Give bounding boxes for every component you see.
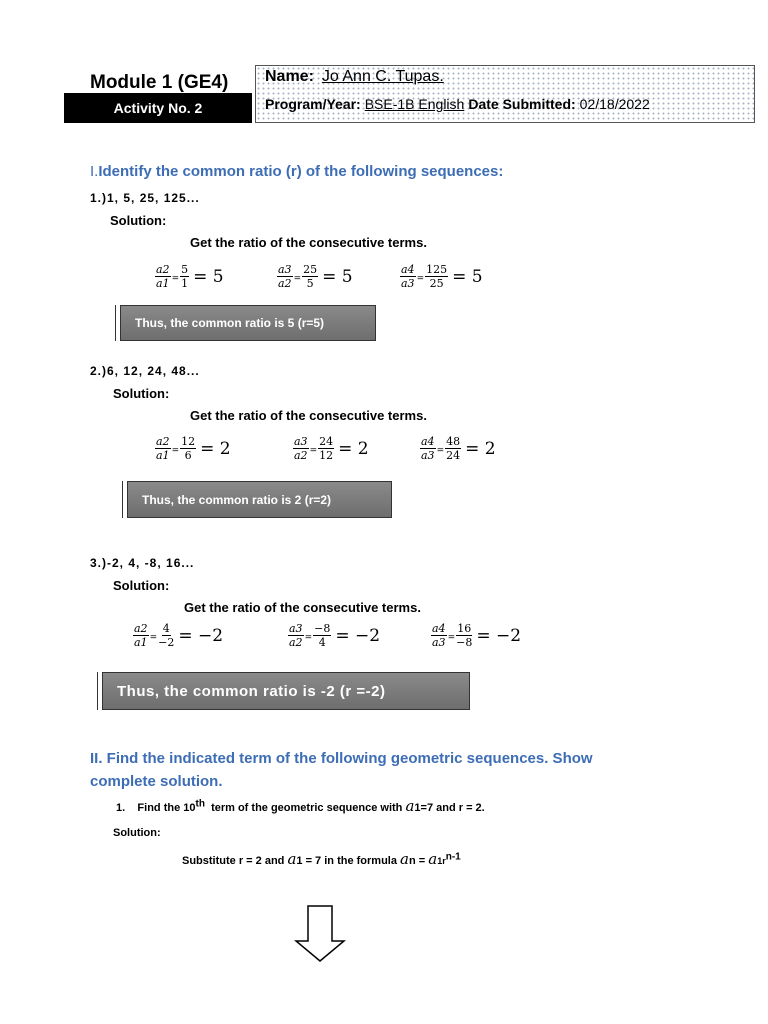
substitute-line xyxy=(182,850,461,868)
ratio-den: 4 xyxy=(318,636,326,649)
ratio-symbol-den: a3 xyxy=(401,277,415,290)
substitute-text-b: 1 = 7 in the formula xyxy=(296,855,397,867)
item2-ratio-a2-a1: $\frac{a2}{a1}$ = $\frac{12}{6}$ = 2 xyxy=(156,435,231,462)
ratio-den: −8 xyxy=(456,636,473,649)
an-symbol: a xyxy=(400,850,409,868)
item2-ratio-a4-a3: $\frac{a4}{a3}$ = $\frac{48}{24}$ = 2 xyxy=(421,435,496,462)
ratio-num: 12 xyxy=(181,435,196,448)
item3-ratio-a3-a2: $\frac{a3}{a2}$ = $\frac{-8}{4}$ = −2 xyxy=(289,622,381,649)
ratio-symbol-num: a2 xyxy=(134,622,148,635)
ratio-den: 5 xyxy=(306,277,314,290)
question-text-a: Find the 10 xyxy=(137,802,196,814)
question-text-b: term of the geometric sequence with xyxy=(211,802,403,814)
ratio-result: = 5 xyxy=(193,266,224,287)
item1-ratio-a4-a3: $\frac{a4}{a3}$ = $\frac{125}{25}$ = 5 xyxy=(401,263,483,290)
ratio-symbol-den: a2 xyxy=(278,277,292,290)
ratio-symbol-num: a4 xyxy=(421,435,435,448)
program-label: Program/Year: xyxy=(265,96,361,112)
item2-conclusion-box: Thus, the common ratio is 2 (r=2) xyxy=(127,481,392,518)
ratio-result: = 2 xyxy=(338,438,369,459)
ratio-num: 24 xyxy=(319,435,334,448)
item1-sequence: 1.)1, 5, 25, 125... xyxy=(90,191,200,205)
name-row xyxy=(265,68,448,86)
ratio-den: −2 xyxy=(158,636,175,649)
ratio-num: 25 xyxy=(303,263,318,276)
item1-ratio-a3-a2: $\frac{a3}{a2}$ = $\frac{25}{5}$ = 5 xyxy=(278,263,353,290)
formula-exponent: n-1 xyxy=(445,851,461,863)
question-number: 1. xyxy=(116,802,126,814)
substitute-text-d: 1r xyxy=(437,856,446,866)
ratio-symbol-den: a1 xyxy=(134,636,148,649)
ratio-num: 125 xyxy=(426,263,448,276)
name-label: Name: xyxy=(265,68,314,85)
ratio-den: 24 xyxy=(446,449,461,462)
ratio-symbol-num: a2 xyxy=(156,435,170,448)
substitute-text-c: n = xyxy=(408,855,426,867)
ratio-result: = 5 xyxy=(322,266,353,287)
ratio-den: 12 xyxy=(319,449,334,462)
part2-heading-line2: complete solution. xyxy=(90,773,223,790)
ratio-symbol-num: a3 xyxy=(278,263,292,276)
item1-instruction: Get the ratio of the consecutive terms. xyxy=(190,235,427,250)
ratio-symbol-den: a1 xyxy=(156,449,170,462)
ratio-symbol-num: a2 xyxy=(156,263,170,276)
part2-heading xyxy=(90,747,593,793)
item2-solution-label: Solution: xyxy=(113,386,170,401)
ratio-num: 16 xyxy=(457,622,472,635)
ratio-symbol-den: a3 xyxy=(432,636,446,649)
item3-instruction: Get the ratio of the consecutive terms. xyxy=(184,600,421,615)
ratio-symbol-den: a3 xyxy=(421,449,435,462)
ratio-symbol-num: a3 xyxy=(289,622,303,635)
program-value: BSE-1B English xyxy=(364,96,465,112)
ratio-den: 1 xyxy=(181,277,189,290)
a-symbol: a xyxy=(287,850,297,868)
item2-ratio-a3-a2: $\frac{a3}{a2}$ = $\frac{24}{12}$ = 2 xyxy=(294,435,369,462)
date-value: 02/18/2022 xyxy=(579,96,650,112)
item3-sequence: 3.)-2, 4, -8, 16... xyxy=(90,556,195,570)
substitute-text-a: Substitute r = 2 and xyxy=(182,855,285,867)
ratio-result: = −2 xyxy=(335,625,381,646)
name-value: Jo Ann C. Tupas. xyxy=(321,68,444,85)
item1-conclusion-box: Thus, the common ratio is 5 (r=5) xyxy=(120,305,376,341)
ratio-symbol-den: a2 xyxy=(294,449,308,462)
ratio-result: = −2 xyxy=(178,625,224,646)
item2-instruction: Get the ratio of the consecutive terms. xyxy=(190,408,427,423)
ratio-result: = 5 xyxy=(452,266,483,287)
ratio-num: 4 xyxy=(162,622,170,635)
item3-conclusion-box: Thus, the common ratio is -2 (r =-2) xyxy=(102,672,470,710)
module-title: Module 1 (GE4) xyxy=(90,72,229,93)
item3-ratio-a4-a3: $\frac{a4}{a3}$ = $\frac{16}{-8}$ = −2 xyxy=(432,622,522,649)
ratio-result: = 2 xyxy=(465,438,496,459)
ratio-symbol-den: a2 xyxy=(289,636,303,649)
ratio-num: 5 xyxy=(181,263,189,276)
ratio-symbol-den: a1 xyxy=(156,277,170,290)
part1-heading xyxy=(90,163,503,180)
part2-heading-line1: II. Find the indicated term of the following geometric sequences. Show xyxy=(90,750,593,767)
ratio-result: = −2 xyxy=(476,625,522,646)
item1-ratio-a2-a1: $\frac{a2}{a1}$ = $\frac{5}{1}$ = 5 xyxy=(156,263,224,290)
down-arrow-icon xyxy=(294,905,346,963)
activity-label: Activity No. 2 xyxy=(64,93,252,123)
a1r-symbol: a xyxy=(428,850,438,868)
part2-solution-label: Solution: xyxy=(113,827,161,839)
part1-heading-text: Identify the common ratio (r) of the following sequences: xyxy=(98,163,504,180)
item3-ratio-a2-a1: $\frac{a2}{a1}$ = $\frac{4}{-2}$ = −2 xyxy=(134,622,224,649)
question-sup: th xyxy=(195,798,205,810)
ratio-symbol-num: a4 xyxy=(432,622,446,635)
date-label: Date Submitted: xyxy=(468,96,576,112)
ratio-num: 48 xyxy=(446,435,461,448)
item3-solution-label: Solution: xyxy=(113,578,170,593)
ratio-symbol-num: a3 xyxy=(294,435,308,448)
question-1 xyxy=(116,797,485,815)
a1-symbol: a xyxy=(405,797,415,815)
item2-sequence: 2.)6, 12, 24, 48... xyxy=(90,364,200,378)
ratio-den: 25 xyxy=(429,277,444,290)
ratio-den: 6 xyxy=(184,449,192,462)
ratio-num: −8 xyxy=(314,622,331,635)
question-text-c: 1=7 and r = 2. xyxy=(414,802,485,814)
part1-roman: I. xyxy=(90,163,99,180)
item1-solution-label: Solution: xyxy=(110,213,167,228)
program-row xyxy=(265,96,650,112)
ratio-symbol-num: a4 xyxy=(401,263,415,276)
ratio-result: = 2 xyxy=(200,438,231,459)
